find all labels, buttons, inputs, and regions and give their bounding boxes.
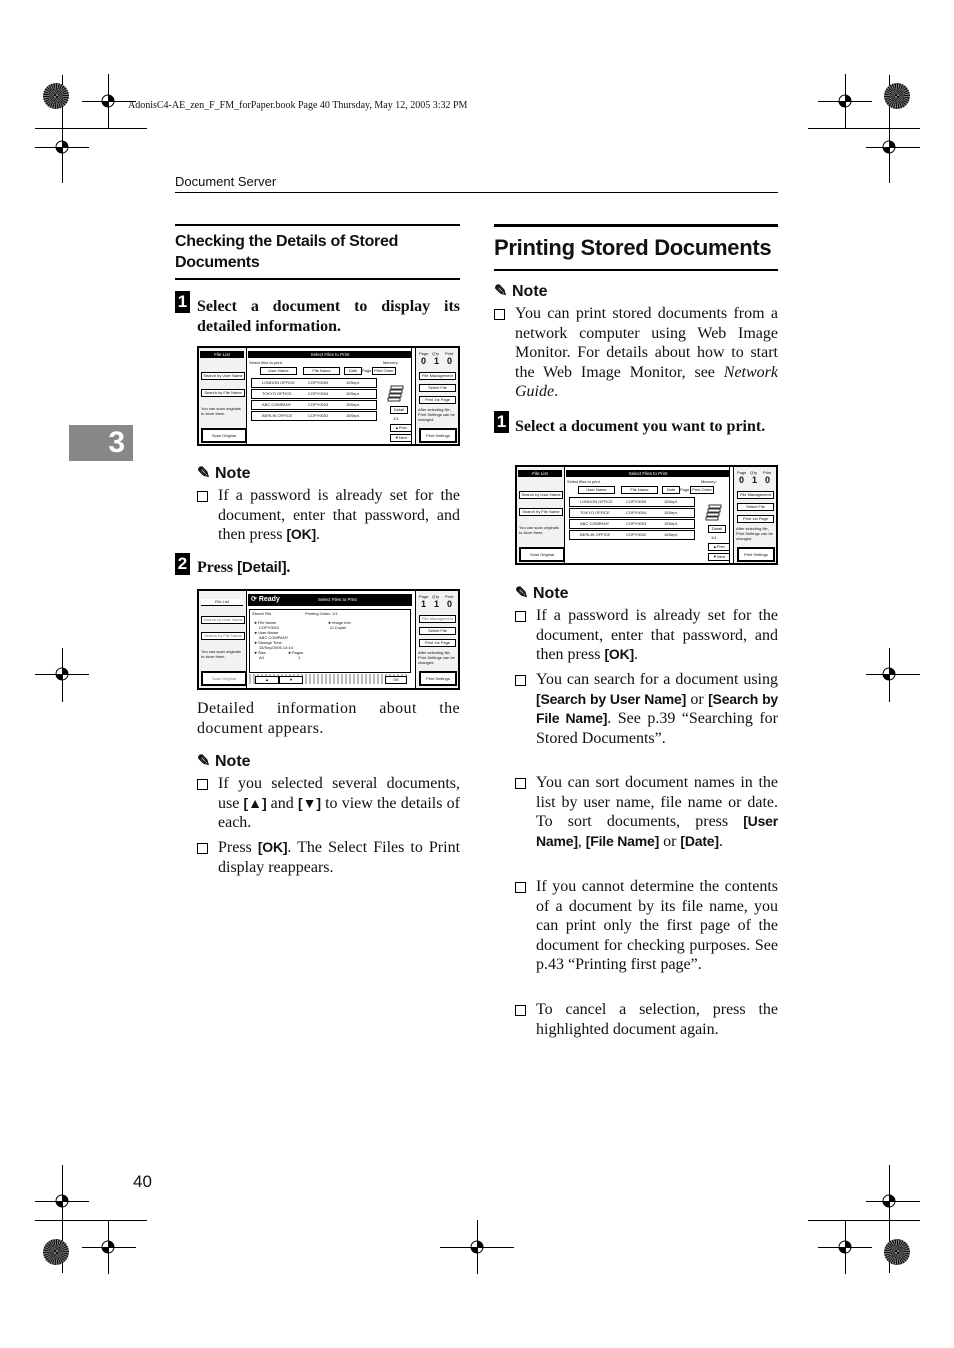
registration-target-icon <box>52 137 72 157</box>
screen-right-panel <box>415 348 458 444</box>
stored-documents-icon <box>705 503 725 521</box>
scan-original-button[interactable]: Scan Original <box>201 428 247 443</box>
screen-detail <box>197 589 460 690</box>
print-settings-button[interactable]: Print Settings <box>419 671 457 686</box>
select-file-button[interactable]: Select File <box>419 384 456 392</box>
search-by-user-name-button[interactable]: Search by User Name <box>201 616 245 624</box>
note-bullet: If you selected several documents, use [▲] and [▼] to view the details of each. <box>197 774 460 833</box>
up-arrow-button[interactable]: ▲ <box>255 676 279 684</box>
step-number: 1 <box>175 291 190 313</box>
bullet-box-icon <box>494 309 505 320</box>
page-column: Page <box>362 368 372 373</box>
refresh-icon: ⟳ <box>251 596 259 603</box>
step-text: Select a document to display its detailed information. <box>197 298 460 335</box>
print-settings-note: After selecting file, Print Settings can be changed. <box>736 526 773 541</box>
file-row[interactable]: ABC COMPANY COPY0003 15Sept. <box>251 400 377 410</box>
counter-display: Page Q'ty Print 1 1 0 <box>419 594 454 609</box>
registration-sunburst-icon <box>43 83 69 109</box>
scan-original-button[interactable]: Scan Original <box>201 671 247 686</box>
file-management-button[interactable]: File Management <box>419 615 456 623</box>
counter-display: Page Q'ty Print 0 1 0 <box>419 351 454 366</box>
header-rule <box>175 192 778 193</box>
registration-target-icon <box>879 137 899 157</box>
print-1st-page-button[interactable]: Print 1st Page <box>419 396 456 404</box>
bullet-box-icon <box>515 611 526 622</box>
registration-target-icon <box>467 1237 487 1257</box>
file-list-tab[interactable]: File List <box>200 351 244 358</box>
file-row[interactable]: BERLIN OFFICE COPY0002 15Sept. <box>251 411 377 421</box>
detail-button[interactable]: Detail <box>390 406 408 414</box>
prev-button[interactable]: ▲Prev <box>708 543 730 551</box>
page-number: 40 <box>133 1172 152 1191</box>
print-settings-button[interactable]: Print Settings <box>737 547 775 562</box>
registration-sunburst-icon <box>43 1239 69 1265</box>
ready-status: ⟳ Ready <box>251 596 280 603</box>
page-column: Page <box>680 487 690 492</box>
stored-documents-icon <box>387 384 407 402</box>
search-by-file-name-button[interactable]: Search by File Name <box>201 632 245 640</box>
print-settings-button[interactable]: Print Settings <box>419 428 457 443</box>
search-by-user-name-button[interactable]: Search by User Name <box>519 491 563 499</box>
pencil-icon: ✎ <box>197 465 211 482</box>
result-text: Detailed information about the document appears. <box>197 700 460 737</box>
bullet-box-icon <box>515 1005 526 1016</box>
bullet-box-icon <box>197 843 208 854</box>
screen-title: Select Files to Print <box>248 351 412 358</box>
section-heading-box <box>494 224 778 271</box>
screen-select-files-list <box>515 465 778 565</box>
print-info-header: AdonisC4-AE_zen_F_FM_forPaper.book Page 40 Thursday, May 12, 2005 3:32 PM <box>128 100 468 111</box>
file-list-tab[interactable]: File List <box>201 599 243 606</box>
print-1st-page-button[interactable]: Print 1st Page <box>419 639 456 647</box>
screen-right-panel <box>415 591 458 688</box>
file-management-button[interactable]: File Management <box>419 372 456 380</box>
screen-sidebar <box>199 591 247 688</box>
section-title: Checking the Details of Stored Documents <box>175 233 399 271</box>
select-prompt: Select files to print. <box>249 360 283 365</box>
file-row[interactable]: BERLIN OFFICE COPY0002 15Sept. <box>569 530 695 540</box>
next-button[interactable]: ▼Next <box>708 553 730 561</box>
note-heading: ✎ Note <box>494 283 548 300</box>
next-button[interactable]: ▼Next <box>390 434 412 442</box>
scan-original-button[interactable]: Scan Original <box>519 547 565 562</box>
down-arrow-button[interactable]: ▼ <box>279 676 303 684</box>
note-bullet: To cancel a selection, press the highlighted document again. <box>515 1000 778 1039</box>
ok-button[interactable]: OK <box>385 676 407 684</box>
screen-select-files-list <box>197 346 460 446</box>
note-heading: ✎ Note <box>197 753 251 770</box>
chapter-tab: 3 <box>69 425 133 461</box>
note-bullet: You can search for a document using [Search by User Name] or [Search by File Name]. See p.39 “Searching for Stored Documents”. <box>515 670 778 748</box>
print-order-button[interactable]: Print Order <box>690 486 714 494</box>
screen-title: Select Files to Print <box>566 470 730 477</box>
running-head: Document Server <box>175 174 277 189</box>
note-bullet: You can print stored documents from a network computer using Web Image Monitor. For details about how to start the Web Image Monitor, see Network Guide. <box>494 304 778 402</box>
registration-sunburst-icon <box>884 83 910 109</box>
registration-target-icon <box>879 1191 899 1211</box>
page-indicator: 1/1 <box>711 535 717 540</box>
file-name-column-button[interactable]: File Name <box>621 486 658 494</box>
step-number: 1 <box>494 411 509 433</box>
bullet-box-icon <box>197 779 208 790</box>
step-text: Select a document you want to print. <box>515 418 766 435</box>
prev-button[interactable]: ▲Prev <box>390 424 412 432</box>
detail-button[interactable]: Detail <box>708 525 726 533</box>
bullet-box-icon <box>515 778 526 789</box>
pencil-icon: ✎ <box>494 283 508 300</box>
registration-sunburst-icon <box>884 1239 910 1265</box>
note-bullet: If a password is already set for the document, enter that password, and then press [OK]. <box>515 606 778 665</box>
search-by-file-name-button[interactable]: Search by File Name <box>201 389 245 397</box>
stored-file-panel: Stored File Printing Order: 1/1 ►File Name COPY0010 ►User Name ABC COMPANY ►Storage Time 15/Sep/2005 14:44 ►Size A4 ►Pages 1 ►Image Info ☑ Copier <box>249 609 411 673</box>
print-settings-note: After selecting file, Print Settings can be changed. <box>418 407 455 422</box>
print-1st-page-button[interactable]: Print 1st Page <box>737 515 774 523</box>
date-column-button[interactable]: Date <box>344 367 362 375</box>
print-order-button[interactable]: Print Order <box>372 367 396 375</box>
crop-mark <box>808 1220 920 1221</box>
status-bar: ⟳ Ready Select Files to Print <box>248 594 412 606</box>
file-list-tab[interactable]: File List <box>518 470 562 477</box>
search-by-user-name-button[interactable]: Search by User Name <box>201 372 245 380</box>
crop-mark <box>808 128 920 129</box>
file-row[interactable]: TOKYO OFFICE COPY0004 15Sept. <box>569 508 695 518</box>
bullet-box-icon <box>515 882 526 893</box>
date-column-button[interactable]: Date <box>662 486 680 494</box>
note-heading: ✎ Note <box>515 585 569 602</box>
note-bullet: You can sort document names in the list by user name, file name or date. To sort documents, press [User Name], [File Name] or [Date]. <box>515 773 778 851</box>
scan-note: You can scan originals to store them. <box>201 406 241 416</box>
user-name-column-button[interactable]: User Name <box>578 486 615 494</box>
step-number: 2 <box>175 553 190 575</box>
search-by-file-name-button[interactable]: Search by File Name <box>519 508 563 516</box>
select-file-button[interactable]: Select File <box>419 627 456 635</box>
print-settings-note: After selecting file, Print Settings can be changed. <box>418 650 455 665</box>
registration-target-icon <box>52 1191 72 1211</box>
registration-target-icon <box>52 664 72 684</box>
file-row[interactable]: LONDON OFFICE COPY0009 15Sept. <box>569 497 695 507</box>
bullet-box-icon <box>515 675 526 686</box>
note-bullet: If you cannot determine the contents of a document by its file name, you can print only the first page of the document for checking purposes. See p.43 “Printing first page”. <box>515 877 778 975</box>
bullet-box-icon <box>197 491 208 502</box>
pencil-icon: ✎ <box>515 585 529 602</box>
scan-note: You can scan originals to store them. <box>201 649 241 659</box>
memory-label: Memory: <box>383 360 399 365</box>
select-prompt: Select files to print. <box>567 479 601 484</box>
file-name-column-button[interactable]: File Name <box>303 367 340 375</box>
counter-display: Page Q'ty Print 0 1 0 <box>737 470 772 485</box>
pencil-icon: ✎ <box>197 753 211 770</box>
user-name-column-button[interactable]: User Name <box>260 367 297 375</box>
select-file-button[interactable]: Select File <box>737 503 774 511</box>
registration-target-icon <box>98 1237 118 1257</box>
note-bullet: If a password is already set for the document, enter that password, and then press [OK]. <box>197 486 460 545</box>
file-row[interactable]: TOKYO OFFICE COPY0004 15Sept. <box>251 389 377 399</box>
screen-sidebar <box>199 348 247 444</box>
section-heading-box <box>175 224 460 280</box>
screen-sidebar <box>517 467 565 563</box>
registration-target-icon <box>835 1237 855 1257</box>
registration-target-icon <box>879 664 899 684</box>
registration-target-icon <box>98 91 118 111</box>
note-bullet: Press [OK]. The Select Files to Print display reappears. <box>197 838 460 877</box>
memory-label: Memory: <box>701 479 717 484</box>
crop-mark <box>35 1220 147 1221</box>
note-heading: ✎ Note <box>197 465 251 482</box>
step-text: Press [Detail]. <box>197 559 291 576</box>
page-indicator: 1/1 <box>393 416 399 421</box>
file-row[interactable]: LONDON OFFICE COPY0009 15Sept. <box>251 378 377 388</box>
file-row[interactable]: ABC COMPANY COPY0003 15Sept. <box>569 519 695 529</box>
screen-right-panel <box>733 467 776 563</box>
file-management-button[interactable]: File Management <box>737 491 774 499</box>
section-title: Printing Stored Documents <box>494 235 772 260</box>
scan-note: You can scan originals to store them. <box>519 525 559 535</box>
crop-mark <box>35 128 147 129</box>
registration-target-icon <box>835 91 855 111</box>
